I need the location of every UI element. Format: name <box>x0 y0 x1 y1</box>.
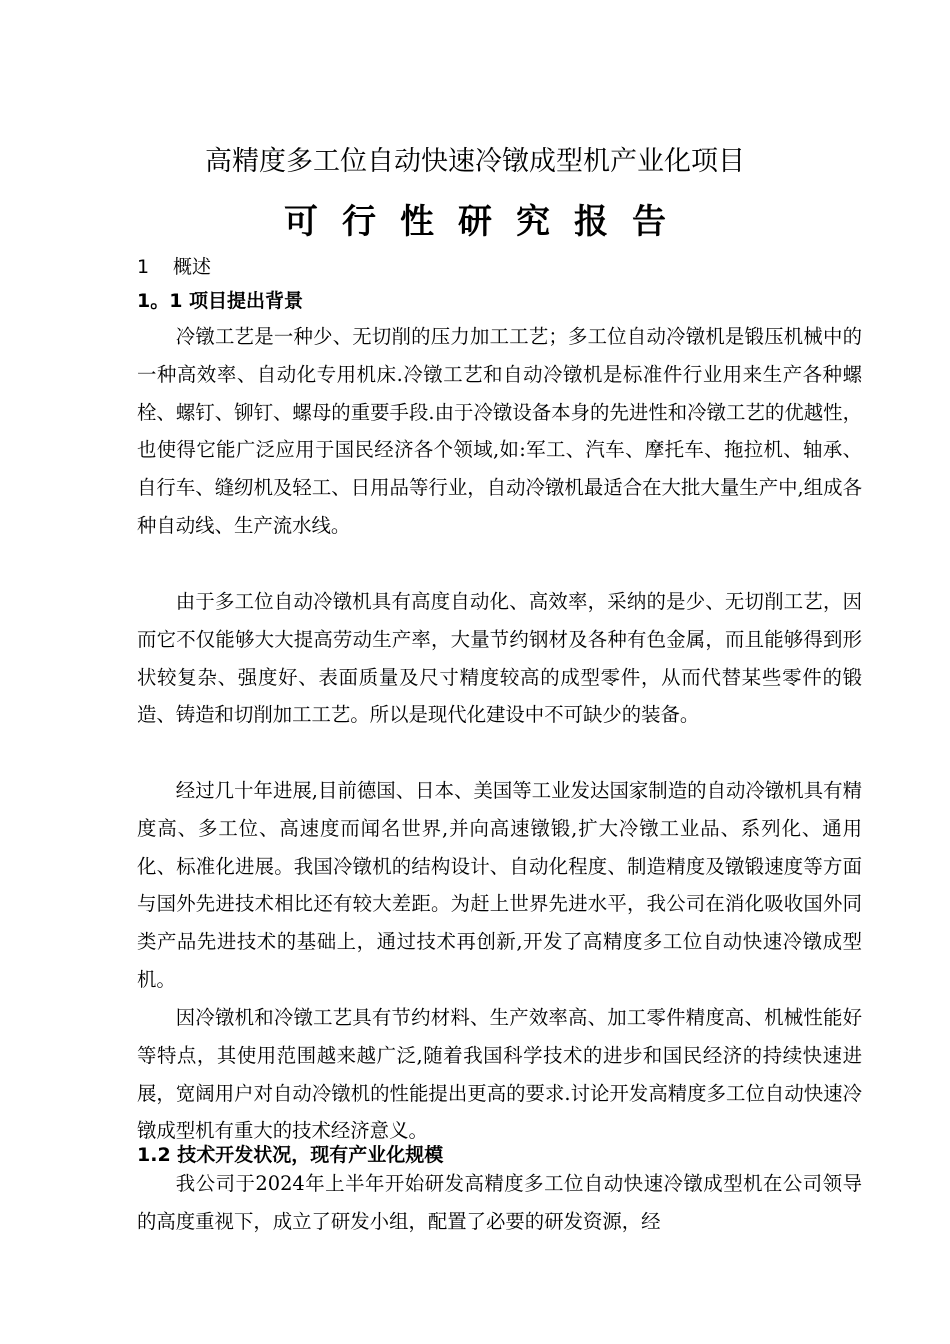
section-1-title: 概述 <box>173 256 212 278</box>
section-1-1-heading: 1。1 项目提出背景 <box>137 290 304 312</box>
section-1-heading <box>137 251 211 283</box>
document-subtitle: 可行性研究报告 <box>284 202 690 242</box>
section-1-2-heading: 1.2 技术开发状况，现有产业化规模 <box>137 1144 444 1166</box>
paragraph-4: 因冷镦机和冷镦工艺具有节约材料、生产效率高、加工零件精度高、机械性能好等特点，其使用范围越来越广泛,随着我国科学技术的进步和国民经济的持续快速进展，宽阔用户对自动冷镦机的性能提出更高的要求.讨论开发高精度多工位自动快速冷镦成型机有重大的技术经济意义。 <box>137 1006 862 1143</box>
paragraph-3: 经过几十年进展,目前德国、日本、美国等工业发达国家制造的自动冷镦机具有精度高、多工位、高速度而闻名世界,并向高速镦锻,扩大冷镦工业品、系列化、通用化、标准化进展。我国冷镦机的结构设计、自动化程度、制造精度及镦锻速度等方面与国外先进技术相比还有较大差距。为赶上世界先进水平，我公司在消化吸收国外同类产品先进技术的基础上，通过技术再创新,开发了高精度多工位自动快速冷镦成型机。 <box>137 779 862 991</box>
document-title: 高精度多工位自动快速冷镦成型机产业化项目 <box>205 146 745 177</box>
paragraph-5: 我公司于2024年上半年开始研发高精度多工位自动快速冷镦成型机在公司领导的高度重视下，成立了研发小组，配置了必要的研发资源，经 <box>137 1172 862 1233</box>
paragraph-1: 冷镦工艺是一种少、无切削的压力加工工艺；多工位自动冷镦机是锻压机械中的一种高效率、自动化专用机床.冷镦工艺和自动冷镦机是标准件行业用来生产各种螺栓、螺钉、铆钉、螺母的重要手段.由于冷镦设备本身的先进性和冷镦工艺的优越性，也使得它能广泛应用于国民经济各个领域,如:军工、汽车、摩托车、拖拉机、轴承、自行车、缝纫机及轻工、日用品等行业，自动冷镦机最适合在大批大量生产中,组成各种自动线、生产流水线。 <box>137 325 862 537</box>
section-1-number: 1 <box>137 256 150 278</box>
paragraph-2: 由于多工位自动冷镦机具有高度自动化、高效率，采纳的是少、无切削工艺，因而它不仅能够大大提高劳动生产率，大量节约钢材及各种有色金属，而且能够得到形状较复杂、强度好、表面质量及尺寸精度较高的成型零件，从而代替某些零件的锻造、铸造和切削加工工艺。所以是现代化建设中不可缺少的装备。 <box>137 590 862 727</box>
